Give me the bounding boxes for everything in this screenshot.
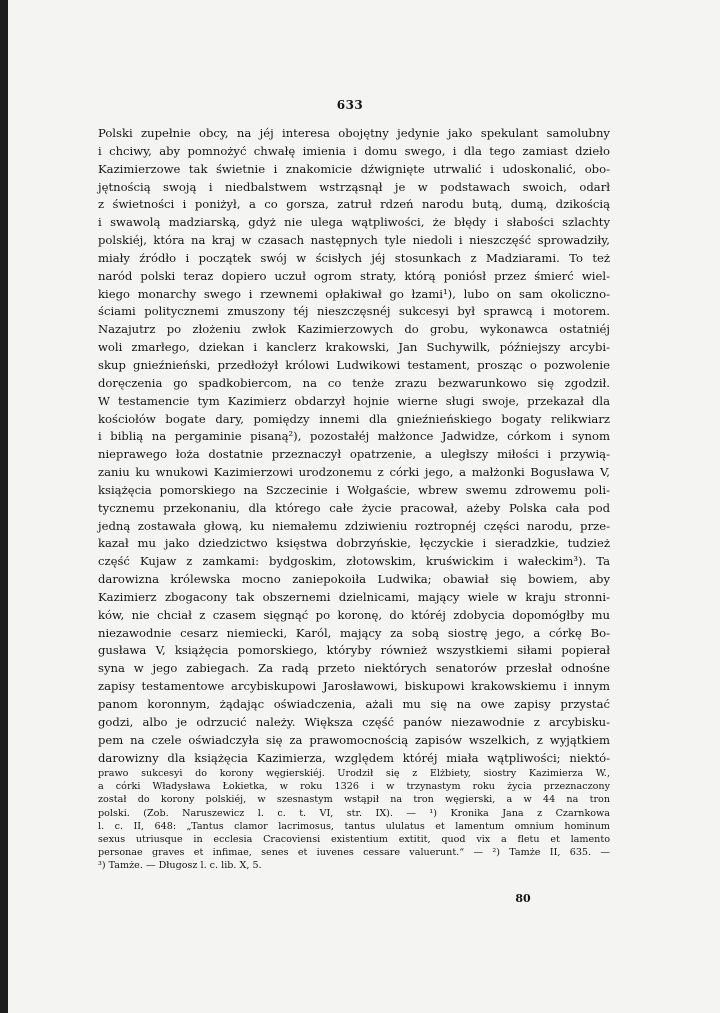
text-line: nieprawego łoża dostatnie przeznaczył opatrzenie, a uległszy miłości i przywią- [98,447,610,462]
footnote-line: personae graves et infimae, senes et iuvenes cessare valuerunt.“ — ²) Tamże II, 635. — [98,847,610,859]
text-line: i swawolą madziarską, gdyż nie ulega wątpliwości, że błędy i słabości szlachty [98,215,610,230]
text-line: kiego monarchy swego i rzewnemi opłakiwał go łzami¹), lubo on sam okoliczno- [98,286,610,301]
text-line: tycznemu przekonaniu, dla którego całe życie pracował, ażeby Polska cała pod [98,500,610,515]
text-line: książęcia pomorskiego na Szczecinie i Wołgaście, wbrew swemu zdrowemu poli- [98,482,610,497]
text-line: jętnością swoją i niedbalstwem wstrząsnął je w podstawach swoich, odarł [98,179,610,194]
text-line: zapisy testamentowe arcybiskupowi Jarosławowi, biskupowi krakowskiemu i innym [98,679,610,694]
text-line: zaniu ku wnukowi Kazimierzowi urodzonemu z córki jego, a małżonki Bogusława V, [98,465,610,480]
text-line: gusława V, książęcia pomorskiego, któryby również wszystkiemi siłami popierał [98,643,610,658]
footnote-line: ³) Tamże. — Długosz l. c. lib. X, 5. [98,860,262,872]
text-line: ściami politycznemi zmuszony téj nieszczęsnéj sukcesyi był sprawcą i motorem. [98,304,610,319]
text-line: darowizny dla książęcia Kazimierza, względem któréj miała wątpliwości; niektó- [98,750,610,765]
text-line: kościołów bogate dary, pomiędzy innemi dla gnieźnieńskiego bogaty relikwiarz [98,411,610,426]
text-line: W testamencie tym Kazimierz obdarzył hojnie wierne sługi swoje, przekazał dla [98,393,610,408]
main-text [98,125,610,767]
page-number: 633 [336,98,364,112]
text-line: miały źródło i początek swój w ścisłych jéj stosunkach z Madziarami. To też [98,250,610,265]
text-line: i biblią na pergaminie pisaną²), pozostałéj małżonce Jadwidze, córkom i synom [98,429,610,444]
text-line: część Kujaw z zamkami: bydgoskim, złotowskim, kruświckim i wałeckim³). Ta [98,554,610,569]
text-line: woli zmarłego, dziekan i kanclerz krakowski, Jan Suchywilk, późniejszy arcybi- [98,340,610,355]
text-line: i chciwy, aby pomnożyć chwałę imienia i domu swego, i dla tego zamiast dzieło [98,143,610,158]
footnote-line: a córki Władysława Łokietka, w roku 1326 i w trzynastym roku życia przeznaczony [98,781,610,793]
text-line: syna w jego zabiegach. Za radą przeto niektórych senatorów przesłał odnośne [98,661,610,676]
text-line: niezawodnie cesarz niemiecki, Karól, mający za sobą siostrę jego, a córkę Bo- [98,625,610,640]
text-line: doręczenia go spadkobiercom, na co tenże zrazu bezwarunkowo się zgodził. [98,375,610,390]
text-line: Kazimierz zbogacony tak obszernemi dzielnicami, mający wiele w kraju stronni- [98,589,610,604]
scan-edge [0,0,8,1013]
text-line: godzi, albo je odrzucić należy. Większa część panów niezawodnie z arcybisku- [98,714,610,729]
text-line: kazał mu jako dziedzictwo księstwa dobrzyńskie, łęczyckie i sieradzkie, tudzież [98,536,610,551]
footnote-line: sexus utriusque in ecclesia Cracoviensi existentium extitit, quod vix a fletu et lamento [98,834,610,846]
text-line: ków, nie chciał z czasem sięgnąć po koronę, do któréj zdobycia dopomógłby mu [98,607,610,622]
text-line: naród polski teraz dopiero uczuł ogrom straty, którą poniósł przez śmierć wiel- [98,268,610,283]
footnote-line: został do korony polskiéj, w szesnastym wstąpił na tron węgierski, a w 44 na tron [98,794,610,806]
text-line: Polski zupełnie obcy, na jéj interesa obojętny jedynie jako spekulant samolubny [98,126,610,140]
text-line: panom koronnym, żądając oświadczenia, ażali mu się na owe zapisy przystać [98,697,610,711]
text-line: darowizna królewska mocno zaniepokoiła Ludwika; obawiał się bowiem, aby [98,572,610,587]
text-line: Nazajutrz po złożeniu zwłok Kazimierzowych do grobu, wykonawca ostatniéj [98,322,610,337]
book-page [8,0,720,1013]
printer-signature-mark: 80 [515,892,531,905]
text-line: Kazimierzowe tak świetnie i znakomicie dźwignięte utrwalić i udoskonalić, obo- [98,161,610,176]
text-line: skup gnieźnieński, przedłożył królowi Ludwikowi testament, prosząc o pozwolenie [98,357,610,372]
footnotes [98,767,610,873]
text-line: z świetności i poniżył, a co gorsza, zatruł rdzeń narodu butą, dumą, dzikością [98,197,610,212]
text-line: polskiéj, która na kraj w czasach następnych tyle niedoli i nieszczęść sprowadziły, [98,233,610,248]
footnote-line: prawo sukcesyi do korony węgierskiéj. Urodził się z Elżbiety, siostry Kazimierza W., [98,768,610,779]
footnote-line: polski. (Zob. Naruszewicz l. c. t. VI, str. IX). — ¹) Kronika Jana z Czarnkowa [98,807,610,819]
text-line: jedną zostawała głową, ku niemałemu zdziwieniu roztropnéj części narodu, prze- [98,518,610,533]
text-line: pem na czele oświadczyła się za prawomocnością zapisów wszelkich, z wyjątkiem [98,732,610,747]
footnote-line: l. c. II, 648: „Tantus clamor lacrimosus, tantus ululatus et lamentum omnium hominum [98,820,610,832]
